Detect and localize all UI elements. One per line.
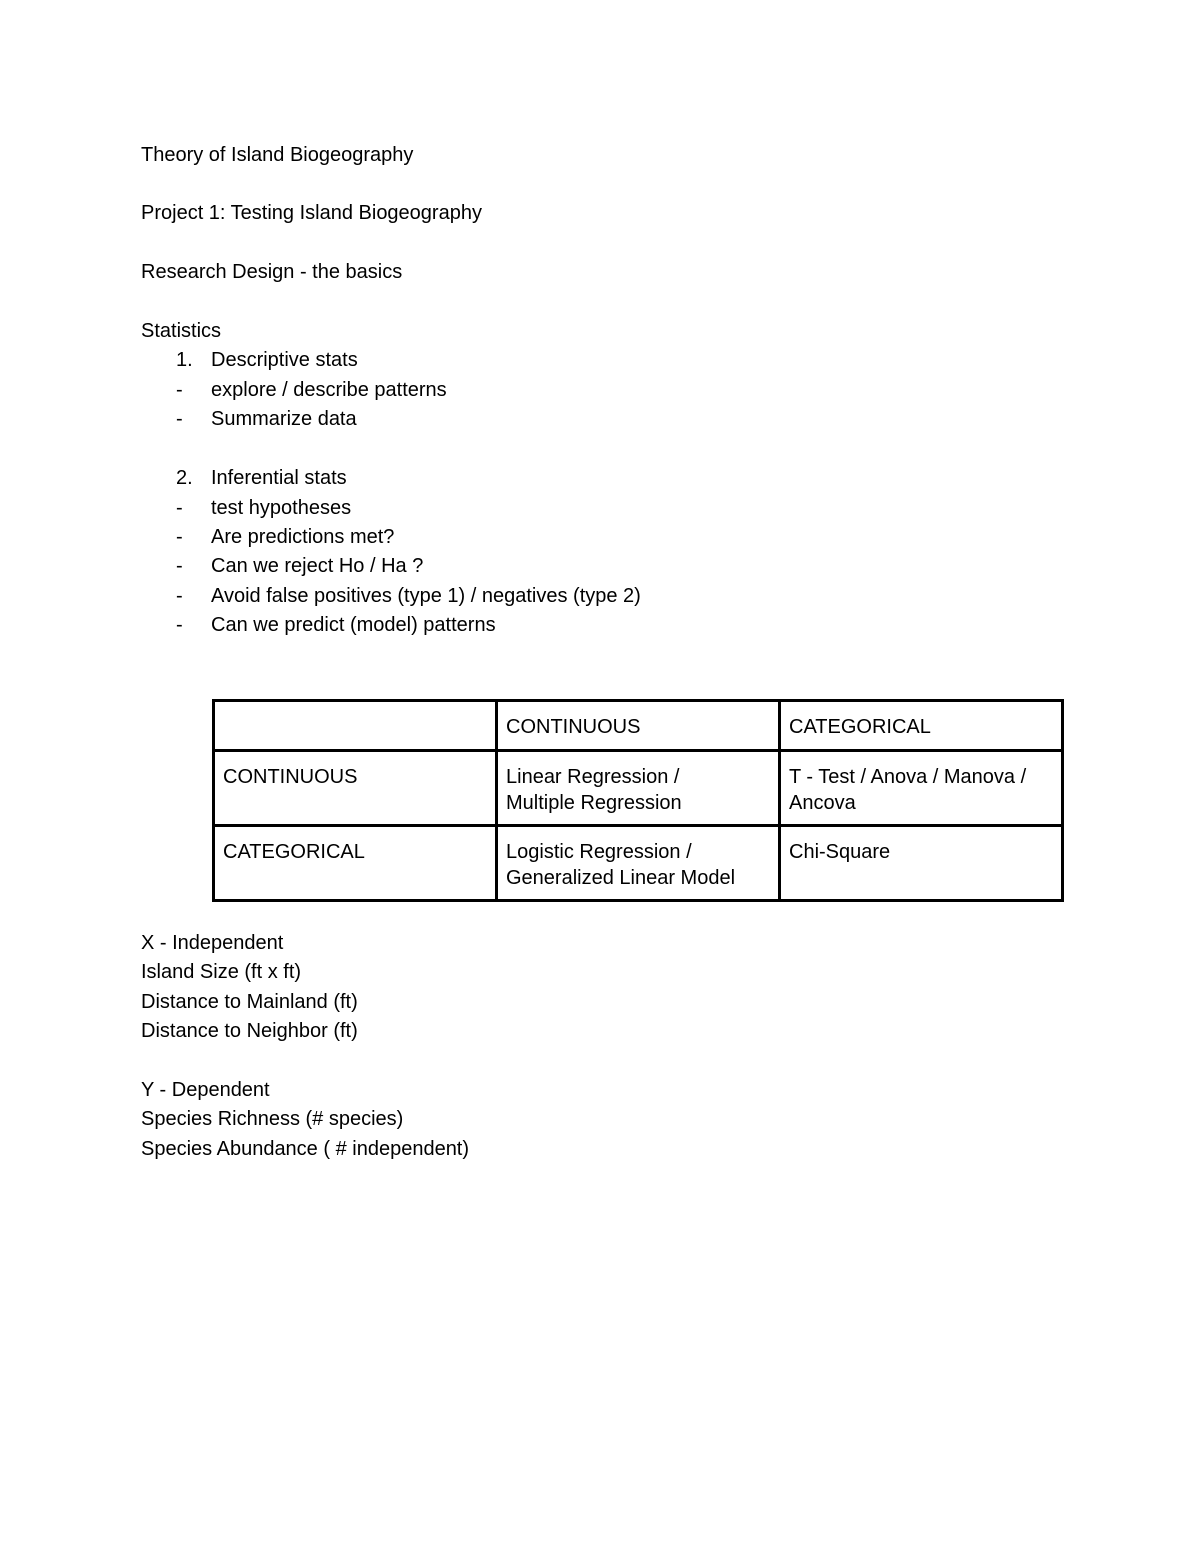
bullet-dash: - xyxy=(176,379,183,401)
bullet-dash: - xyxy=(176,497,183,519)
bullet-item: test hypotheses xyxy=(211,497,352,519)
table-cell-text: CONTINUOUS xyxy=(223,766,358,788)
table-cell-text: Chi-Square xyxy=(789,841,891,863)
table-row xyxy=(214,701,1063,751)
bullet-dash: - xyxy=(176,585,183,607)
statistics-table xyxy=(212,699,1064,902)
bullet-item: Are predictions met? xyxy=(211,526,395,548)
bullet-item: Can we reject Ho / Ha ? xyxy=(211,555,424,577)
variable-item: Species Abundance ( # independent) xyxy=(141,1138,470,1160)
list-item: Inferential stats xyxy=(211,467,347,489)
table-cell-text: T - Test / Anova / Manova / Ancova xyxy=(789,766,1027,814)
research-design-heading: Research Design - the basics xyxy=(141,261,403,283)
bullet-item: Can we predict (model) patterns xyxy=(211,614,496,636)
bullet-dash: - xyxy=(176,526,183,548)
bullet-item: Summarize data xyxy=(211,408,357,430)
independent-heading: X - Independent xyxy=(141,932,284,954)
bullet-dash: - xyxy=(176,614,183,636)
variable-item: Island Size (ft x ft) xyxy=(141,961,302,983)
table-cell xyxy=(214,751,497,826)
table-cell-text: CATEGORICAL xyxy=(223,841,365,863)
project-heading: Project 1: Testing Island Biogeography xyxy=(141,202,482,224)
bullet-item: Avoid false positives (type 1) / negatives (type 2) xyxy=(211,585,641,607)
table-cell-text: Logistic Regression / Generalized Linear Model xyxy=(506,841,736,889)
table-cell-text: Linear Regression / Multiple Regression xyxy=(506,766,682,814)
table-row xyxy=(214,826,1063,901)
document-title: Theory of Island Biogeography xyxy=(141,144,414,166)
list-number: 1. xyxy=(176,349,193,371)
statistics-heading: Statistics xyxy=(141,320,222,342)
table-cell xyxy=(214,701,497,751)
table-cell xyxy=(780,701,1063,751)
table-cell xyxy=(497,751,780,826)
table-cell xyxy=(214,826,497,901)
table-cell xyxy=(497,701,780,751)
bullet-item: explore / describe patterns xyxy=(211,379,447,401)
variable-item: Distance to Mainland (ft) xyxy=(141,991,358,1013)
variable-item: Species Richness (# species) xyxy=(141,1108,404,1130)
table-cell xyxy=(780,751,1063,826)
table-cell-text: CONTINUOUS xyxy=(506,716,641,738)
table-cell xyxy=(780,826,1063,901)
dependent-heading: Y - Dependent xyxy=(141,1079,270,1101)
table-cell xyxy=(497,826,780,901)
bullet-dash: - xyxy=(176,555,183,577)
table-cell-text: CATEGORICAL xyxy=(789,716,931,738)
bullet-dash: - xyxy=(176,408,183,430)
table-row xyxy=(214,751,1063,826)
variable-item: Distance to Neighbor (ft) xyxy=(141,1020,358,1042)
list-item: Descriptive stats xyxy=(211,349,358,371)
list-number: 2. xyxy=(176,467,193,489)
